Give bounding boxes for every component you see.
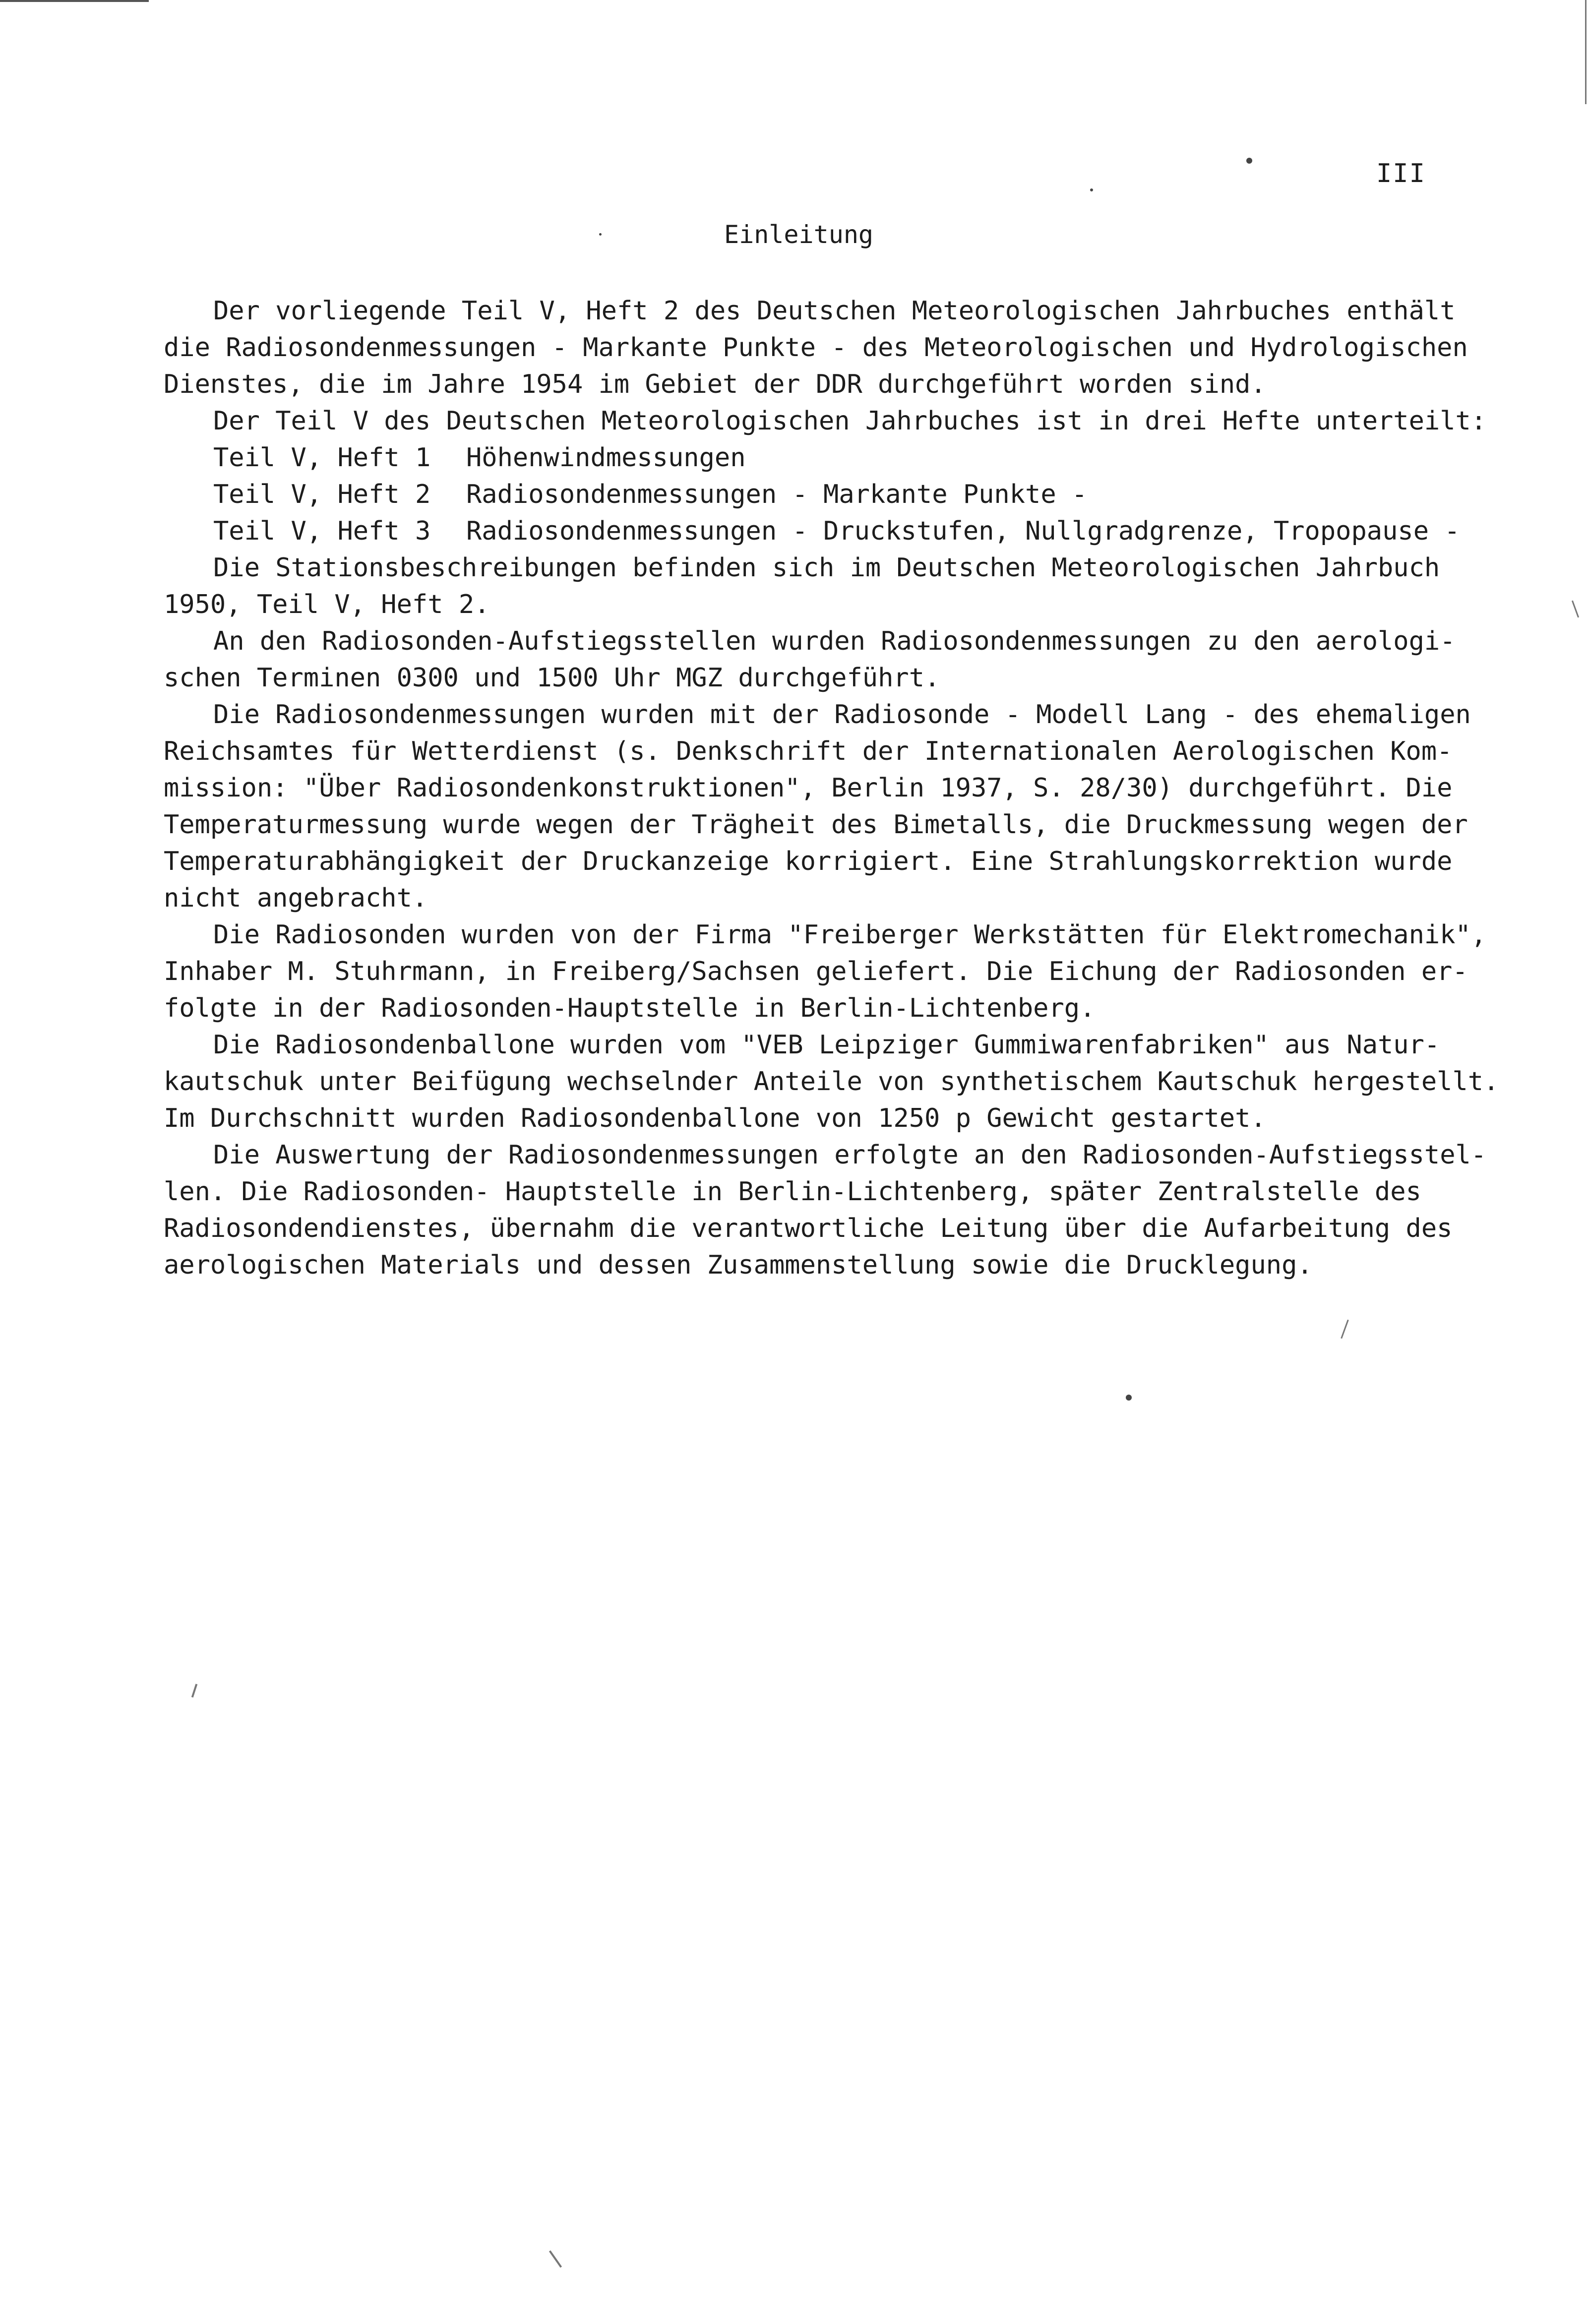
text-line: Höhenwindmessungen <box>466 443 746 473</box>
text-line: Die Radiosondenballone wurden vom "VEB Leipziger Gummiwarenfabriken" aus Natur- <box>213 1030 1440 1060</box>
text-line: folgte in der Radiosonden-Hauptstelle in Berlin-Lichtenberg. <box>164 993 1096 1023</box>
text-line: kautschuk unter Beifügung wechselnder Anteile von synthetischem Kautschuk hergestellt. <box>164 1067 1499 1097</box>
ink-speck <box>1126 1395 1132 1401</box>
text-line: Radiosondendienstes, übernahm die verantwortliche Leitung über die Aufarbeitung des <box>164 1214 1453 1243</box>
scan-mark <box>191 1684 197 1698</box>
text-line: nicht angebracht. <box>164 883 428 913</box>
scan-mark <box>549 2250 562 2267</box>
page-number: III <box>1376 159 1426 188</box>
scan-mark <box>1341 1320 1349 1339</box>
text-line: Inhaber M. Stuhrmann, in Freiberg/Sachsen geliefert. Die Eichung der Radiosonden er- <box>164 957 1468 986</box>
text-line: 1950, Teil V, Heft 2. <box>164 590 490 619</box>
text-line: Die Radiosonden wurden von der Firma "Freiberger Werkstätten für Elektromechanik", <box>213 920 1487 950</box>
text-line: die Radiosondenmessungen - Markante Punkte - des Meteorologischen und Hydrologischen <box>164 333 1468 363</box>
text-line: Radiosondenmessungen - Markante Punkte - <box>466 480 1088 509</box>
text-line: schen Terminen 0300 und 1500 Uhr MGZ durchgeführt. <box>164 663 940 693</box>
text-line: Dienstes, die im Jahre 1954 im Gebiet der DDR durchgeführt worden sind. <box>164 369 1266 399</box>
text-line: Die Radiosondenmessungen wurden mit der Radiosonde - Modell Lang - des ehemaligen <box>213 700 1471 730</box>
text-line: Radiosondenmessungen - Druckstufen, Nullgradgrenze, Tropopause - <box>466 516 1460 546</box>
text-line: Der vorliegende Teil V, Heft 2 des Deutschen Meteorologischen Jahrbuches enthält <box>213 296 1456 326</box>
text-line: mission: "Über Radiosondenkonstruktionen", Berlin 1937, S. 28/30) durchgeführt. Die <box>164 773 1453 803</box>
ink-speck <box>1246 158 1252 164</box>
text-line: Im Durchschnitt wurden Radiosondenballone von 1250 p Gewicht gestartet. <box>164 1103 1266 1133</box>
text-line: Die Stationsbeschreibungen befinden sich im Deutschen Meteorologischen Jahrbuch <box>213 553 1440 583</box>
ink-speck <box>599 233 602 236</box>
text-line: Teil V, Heft 3 <box>213 516 431 546</box>
text-line: Der Teil V des Deutschen Meteorologischen Jahrbuches ist in drei Hefte unterteilt: <box>213 406 1487 436</box>
text-line: Teil V, Heft 1 <box>213 443 431 473</box>
page-heading: Einleitung <box>724 220 874 249</box>
text-line: Die Auswertung der Radiosondenmessungen erfolgte an den Radiosonden-Aufstiegsstel- <box>213 1140 1487 1170</box>
text-line: Temperaturmessung wurde wegen der Trägheit des Bimetalls, die Druckmessung wegen der <box>164 810 1468 840</box>
top-edge-line <box>0 0 149 2</box>
text-line: len. Die Radiosonden- Hauptstelle in Berlin-Lichtenberg, später Zentralstelle des <box>164 1177 1421 1207</box>
text-line: aerologischen Materials und dessen Zusammenstellung sowie die Drucklegung. <box>164 1250 1313 1280</box>
text-line: Teil V, Heft 2 <box>213 480 431 509</box>
text-line: An den Radiosonden-Aufstiegsstellen wurden Radiosondenmessungen zu den aerologi- <box>213 626 1456 656</box>
right-edge-line <box>1585 0 1587 104</box>
text-line: Reichsamtes für Wetterdienst (s. Denkschrift der Internationalen Aerologischen Kom- <box>164 736 1453 766</box>
text-line: Temperaturabhängigkeit der Druckanzeige korrigiert. Eine Strahlungskorrektion wurde <box>164 847 1453 876</box>
ink-speck <box>1090 188 1093 191</box>
scan-mark <box>1572 601 1579 618</box>
